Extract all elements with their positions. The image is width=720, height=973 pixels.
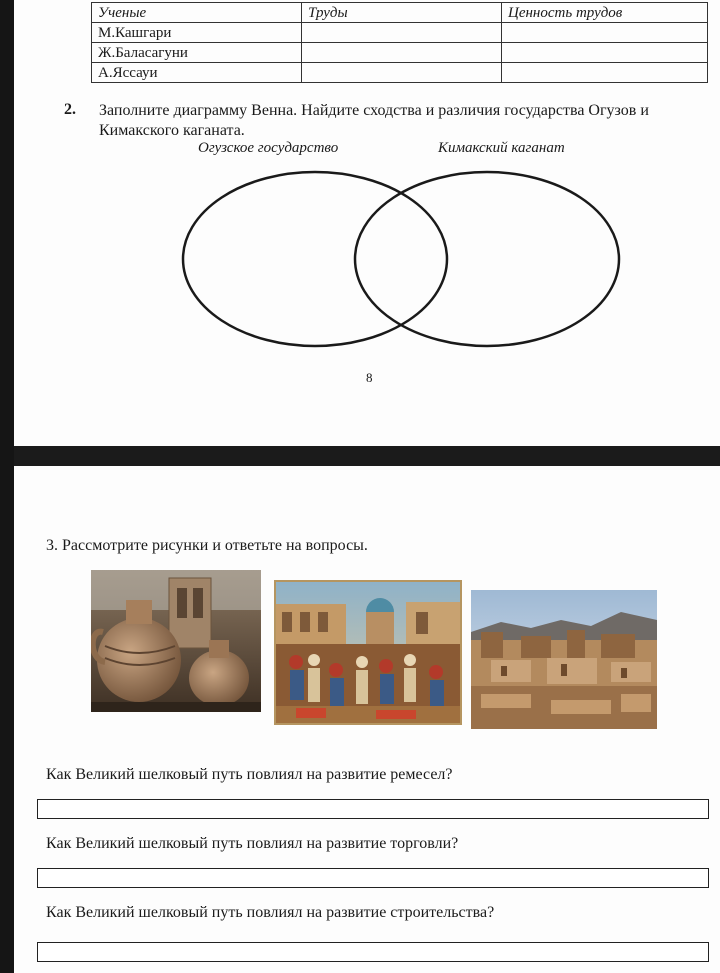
venn-diagram — [0, 0, 720, 446]
question-construction: Как Великий шелковый путь повлиял на развитие строительства? — [46, 904, 495, 921]
venn-right-circle[interactable] — [355, 172, 619, 346]
page-number: 8 — [366, 370, 373, 385]
table-cell-scientist: Ж.Баласагуни — [92, 43, 302, 63]
table-cell-scientist: А.Яссауи — [92, 63, 302, 83]
task2-number: 2. — [64, 101, 76, 118]
answer-box-trade[interactable] — [37, 868, 709, 888]
question-crafts: Как Великий шелковый путь повлиял на развитие ремесел? — [46, 766, 453, 783]
answer-box-construction[interactable] — [37, 942, 709, 962]
venn-left-circle[interactable] — [183, 172, 447, 346]
task2-instructions: Заполните диаграмму Венна. Найдите сходства и различия государства Огузов и Кимакского каганата. — [99, 102, 649, 139]
table-header: Ученые — [92, 3, 302, 23]
answer-box-crafts[interactable] — [37, 799, 709, 819]
table-cell-scientist: М.Кашгари — [92, 23, 302, 43]
table-header: Труды — [302, 3, 502, 23]
question-trade: Как Великий шелковый путь повлиял на развитие торговли? — [46, 835, 459, 852]
venn-left-label: Огузское государство — [198, 140, 339, 156]
task3-title: 3. Рассмотрите рисунки и ответьте на вопросы. — [46, 537, 368, 554]
table-header: Ценность трудов — [502, 3, 708, 23]
pottery-image — [91, 570, 261, 712]
ancient-city-image — [471, 590, 657, 729]
bazaar-painting-image — [274, 580, 462, 725]
venn-right-label: Кимакский каганат — [438, 140, 565, 156]
